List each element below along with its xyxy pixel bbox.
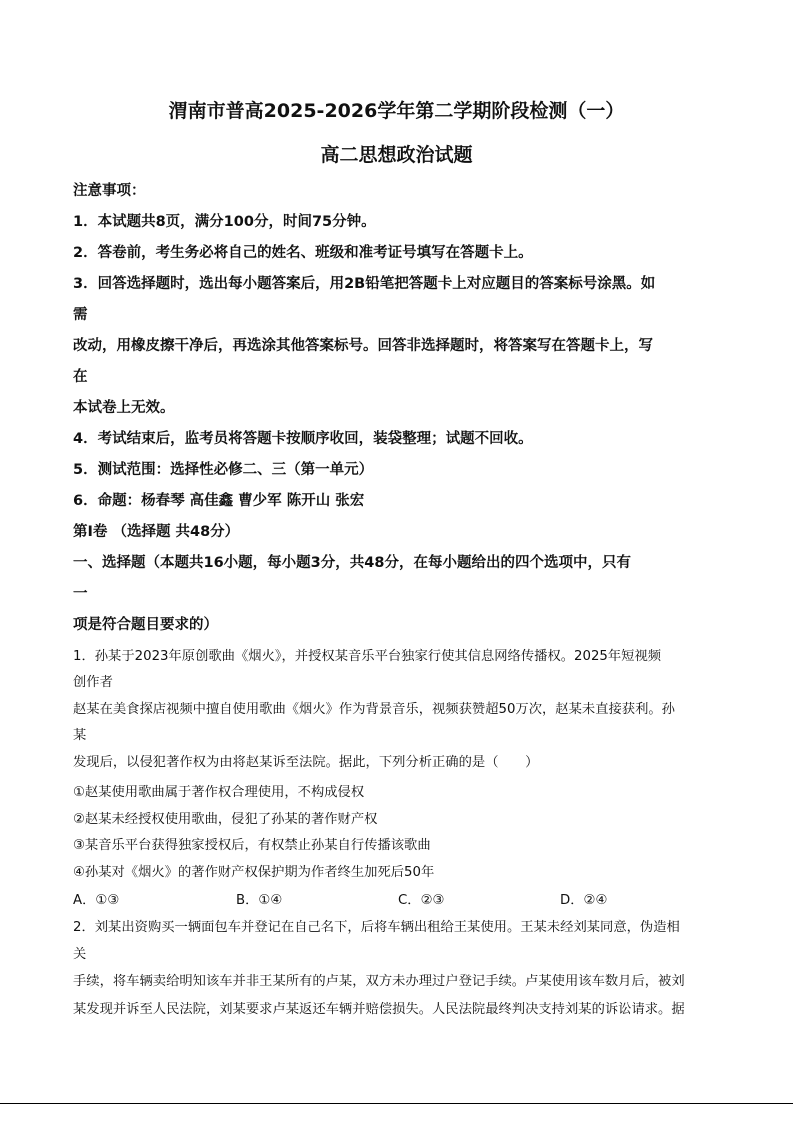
notice-line: 本试卷上无效。: [73, 400, 175, 416]
question-stem-line: 创作者: [73, 675, 113, 690]
statement-1: ①赵某使用歌曲属于著作权合理使用，不构成侵权: [73, 785, 365, 800]
question-stem-line: 某: [73, 728, 87, 743]
notice-line: 在: [73, 369, 88, 385]
notice-line: 2．答卷前，考生务必将自己的姓名、班级和准考证号填写在答题卡上。: [73, 245, 533, 261]
question-stem-line: 1．孙某于2023年原创歌曲《烟火》，并授权某音乐平台独家行使其信息网络传播权。2025年短视频: [73, 649, 662, 664]
section-instructions-line: 一: [73, 586, 88, 602]
option-d: D．②④: [560, 893, 608, 908]
exam-title: 渭南市普高2025-2026学年第二学期阶段检测（一）: [168, 100, 625, 122]
question-stem-line: 2．刘某出资购买一辆面包车并登记在自己名下，后将车辆出租给王某使用。王某未经刘某同意，伪造相: [73, 920, 680, 935]
question-stem-line: 某发现并诉至人民法院，刘某要求卢某返还车辆并赔偿损失。人民法院最终判决支持刘某的诉讼请求。据: [73, 1002, 685, 1017]
section-instructions-line: 一、选择题（本题共16小题，每小题3分，共48分，在每小题给出的四个选项中，只有: [73, 555, 631, 571]
exam-subtitle: 高二思想政治试题: [320, 144, 473, 166]
question-stem-line: 赵某在美食探店视频中擅自使用歌曲《烟火》作为背景音乐，视频获赞超50万次，赵某未直接获利。孙: [73, 702, 675, 717]
option-a: A．①③: [73, 893, 120, 908]
notice-line: 改动，用橡皮擦干净后，再选涂其他答案标号。回答非选择题时，将答案写在答题卡上，写: [73, 338, 653, 354]
question-stem-line: 发现后，以侵犯著作权为由将赵某诉至法院。据此，下列分析正确的是（ ）: [73, 755, 539, 770]
notice-line: 1．本试题共8页，满分100分，时间75分钟。: [73, 214, 376, 230]
question-stem-line: 手续，将车辆卖给明知该车并非王某所有的卢某，双方未办理过户登记手续。卢某使用该车数月后，被刘: [73, 974, 685, 989]
notice-line: 4．考试结束后，监考员将答题卡按顺序收回，装袋整理；试题不回收。: [73, 431, 533, 447]
option-c: C．②③: [398, 893, 445, 908]
notice-line: 需: [73, 307, 88, 323]
option-b: B．①④: [236, 893, 283, 908]
statement-4: ④孙某对《烟火》的著作财产权保护期为作者终生加死后50年: [73, 865, 435, 880]
statement-3: ③某音乐平台获得独家授权后，有权禁止孙某自行传播该歌曲: [73, 838, 431, 853]
notice-line: 6．命题：杨春琴 高佳鑫 曹少军 陈开山 张宏: [73, 493, 365, 509]
question-stem-line: 关: [73, 947, 87, 962]
section-instructions-line: 项是符合题目要求的）: [73, 617, 218, 633]
section-title: 第Ⅰ卷 （选择题 共48分）: [73, 524, 240, 540]
notice-line: 5．测试范围：选择性必修二、三（第一单元）: [73, 462, 374, 478]
notice-heading: 注意事项：: [73, 183, 146, 199]
notice-line: 3．回答选择题时，选出每小题答案后，用2B铅笔把答题卡上对应题目的答案标号涂黑。如: [73, 276, 656, 292]
page-bottom-rule: [0, 1103, 793, 1104]
statement-2: ②赵某未经授权使用歌曲，侵犯了孙某的著作财产权: [73, 812, 378, 827]
